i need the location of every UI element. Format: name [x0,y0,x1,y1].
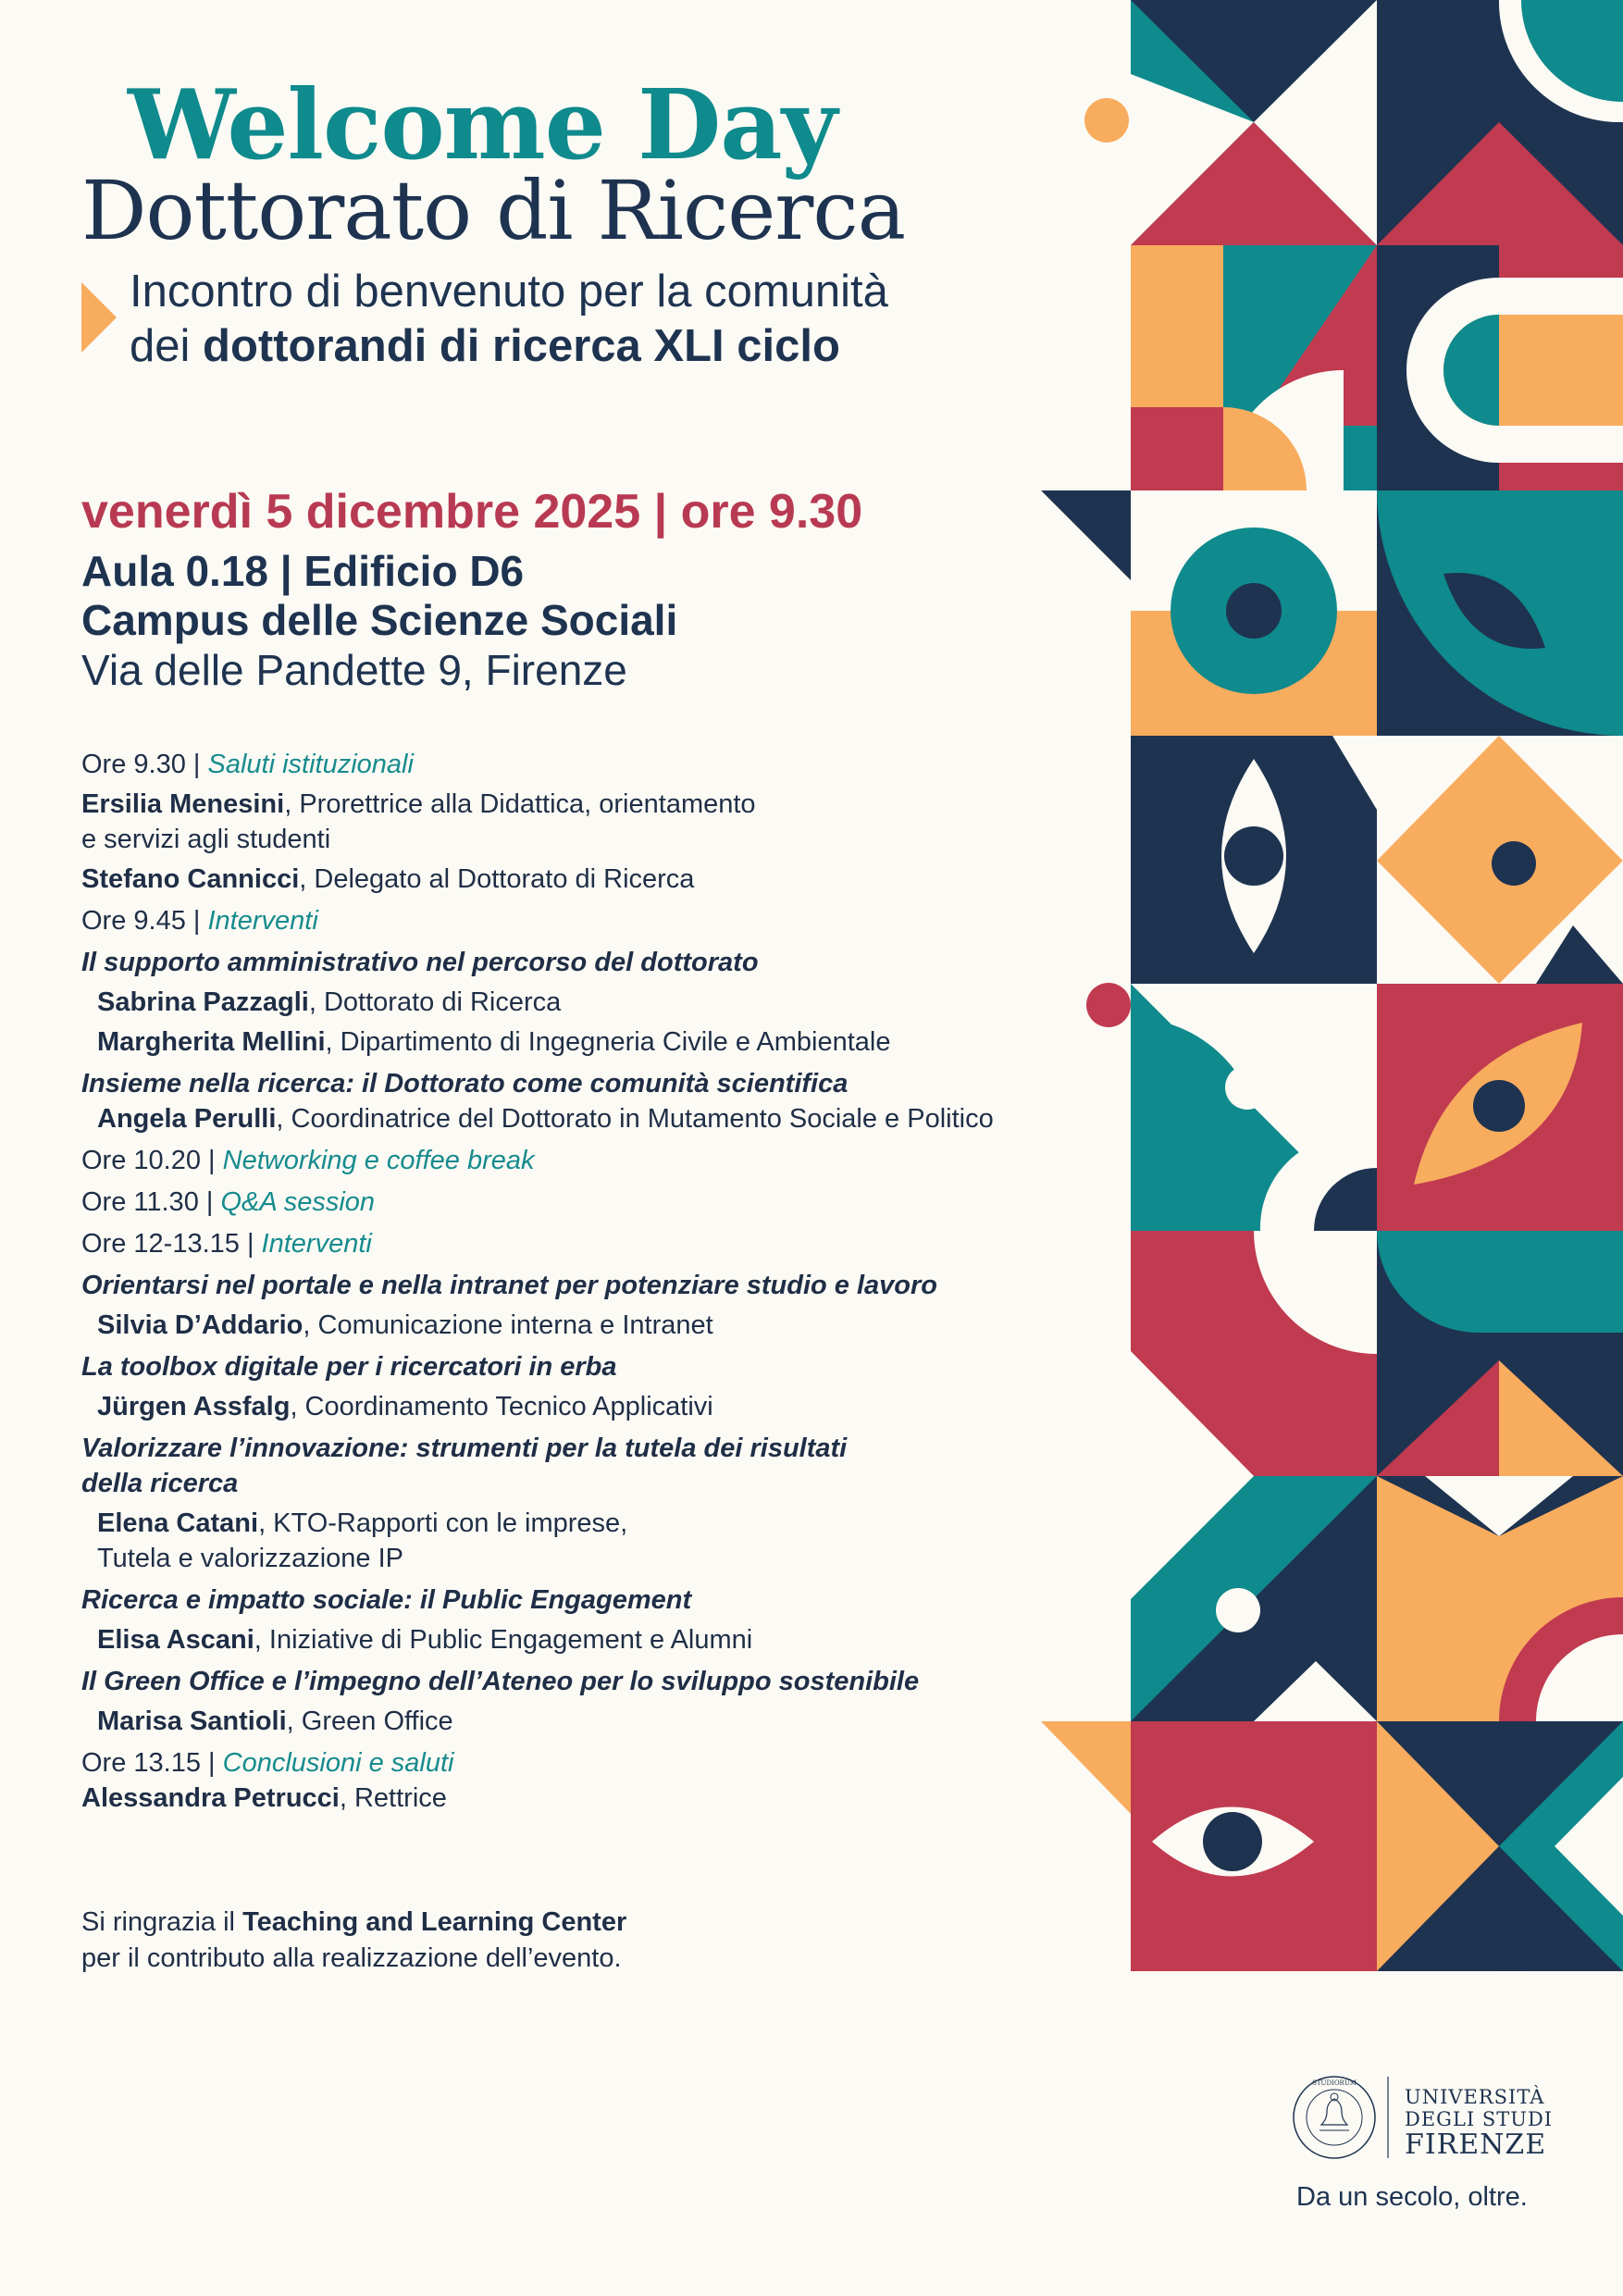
ack-bold: Teaching and Learning Center [242,1907,627,1937]
speaker-name: Silvia D’Addario [97,1310,304,1340]
play-arrow-icon [81,282,117,353]
university-seal-icon [1290,2073,1392,2161]
speaker-name: Jürgen Assfalg [97,1392,291,1421]
ack-line1: Si ringrazia il Teaching and Learning Center [81,1907,627,1937]
speaker-name: Alessandra Petrucci [81,1783,340,1813]
speaker [81,1506,1044,1541]
session-time: Ore 12-13.15 | Interventi [81,1229,372,1259]
speaker [81,985,1044,1020]
speaker [81,1024,1044,1060]
speaker-role: , Coordinatrice del Dottorato in Mutamento Sociale e Politico [276,1104,994,1134]
session-label: Networking e coffee break [222,1146,535,1175]
event-room: Aula 0.18 | Edificio D6 [81,547,525,595]
speaker-role: , Prorettrice alla Didattica, orientamento [284,789,756,819]
seal-lettering: STUDIORUM [1312,2079,1357,2087]
university-name-line3: FIRENZE [1405,2128,1547,2161]
speaker [81,1101,1044,1136]
university-name-line1: UNIVERSITÀ [1405,2086,1545,2108]
session-label: Interventi [207,906,318,936]
speaker-name: Stefano Cannicci [81,864,300,894]
speaker-role: , Delegato al Dottorato di Ricerca [299,864,695,894]
speaker [81,1389,1044,1424]
subtitle-bold: dottorandi di ricerca XLI ciclo [203,321,840,371]
university-name-line2: DEGLI STUDI [1405,2108,1554,2130]
speaker-name: Elisa Ascani [97,1625,254,1655]
speaker-name: Sabrina Pazzagli [97,987,309,1017]
speaker [81,862,1044,897]
speaker [81,787,1044,822]
session-time: Ore 13.15 | Conclusioni e saluti [81,1748,454,1778]
speaker-role-cont: Tutela e valorizzazione IP [97,1544,403,1573]
session-label: Q&A session [220,1187,376,1217]
talk-title: La toolbox digitale per i ricercatori in erba [81,1352,617,1382]
subtitle-line1: Incontro di benvenuto per la comunità [130,267,888,316]
speaker [81,1308,1044,1343]
speaker [81,1781,1044,1816]
talk-title: Il Green Office e l’impegno dell’Ateneo per lo sviluppo sostenibile [81,1667,920,1696]
session-time: Ore 9.45 | Interventi [81,906,318,936]
speaker [81,1622,1044,1657]
session-time: Ore 10.20 | Networking e coffee break [81,1146,535,1175]
session-time: Ore 11.30 | Q&A session [81,1187,376,1217]
speaker [81,1704,1044,1739]
speaker-role: , Dipartimento di Ingegneria Civile e Ambientale [325,1027,891,1057]
session-label: Interventi [261,1229,372,1259]
speaker-name: Ersilia Menesini [81,789,285,819]
title-welcome-day: Welcome Day [128,68,837,181]
geometric-mosaic [1041,0,1623,1971]
speaker-role: , KTO-Rapporti con le imprese, [258,1508,628,1538]
session-label: Conclusioni e saluti [222,1748,454,1778]
speaker-name: Marisa Santioli [97,1706,287,1736]
subtitle-prefix: dei [130,321,204,371]
talk-title: Orientarsi nel portale e nella intranet per potenziare studio e lavoro [81,1271,938,1300]
talk-title: Ricerca e impatto sociale: il Public Engagement [81,1585,692,1615]
speaker-role: , Rettrice [339,1783,447,1813]
talk-title: Il supporto amministrativo nel percorso del dottorato [81,948,759,977]
talk-title-cont: della ricerca [81,1469,239,1498]
subtitle-line2 [130,319,888,374]
event-campus: Campus delle Scienze Sociali [81,596,678,644]
session-time: Ore 9.30 | Saluti istituzionali [81,750,414,779]
speaker-role: , Coordinamento Tecnico Applicativi [290,1392,713,1421]
speaker-name: Elena Catani [97,1508,259,1538]
speaker-role: , Comunicazione interna e Intranet [303,1310,713,1340]
university-motto: Da un secolo, oltre. [1296,2182,1528,2212]
acknowledgement [81,1905,626,1977]
event-date: venerdì 5 dicembre 2025 | ore 9.30 [81,485,863,539]
talk-title: Valorizzare l’innovazione: strumenti per la tutela dei risultati [81,1433,848,1463]
session-label: Saluti istituzionali [207,750,414,779]
title-dottorato: Dottorato di Ricerca [81,163,906,258]
program [81,740,1044,1816]
university-logo [1290,2073,1554,2161]
talk-title: Insieme nella ricerca: il Dottorato come comunità scientifica [81,1069,849,1098]
event-address: Via delle Pandette 9, Firenze [81,646,627,694]
ack-line2: per il contributo alla realizzazione dell’evento. [81,1943,622,1973]
subtitle [130,265,888,374]
speaker-name: Margherita Mellini [97,1027,326,1057]
speaker-role: , Dottorato di Ricerca [308,987,562,1017]
speaker-role-cont: e servizi agli studenti [81,825,331,854]
speaker-name: Angela Perulli [97,1104,277,1134]
speaker-role: , Green Office [286,1706,453,1736]
speaker-role: , Iniziative di Public Engagement e Alumni [254,1625,753,1655]
